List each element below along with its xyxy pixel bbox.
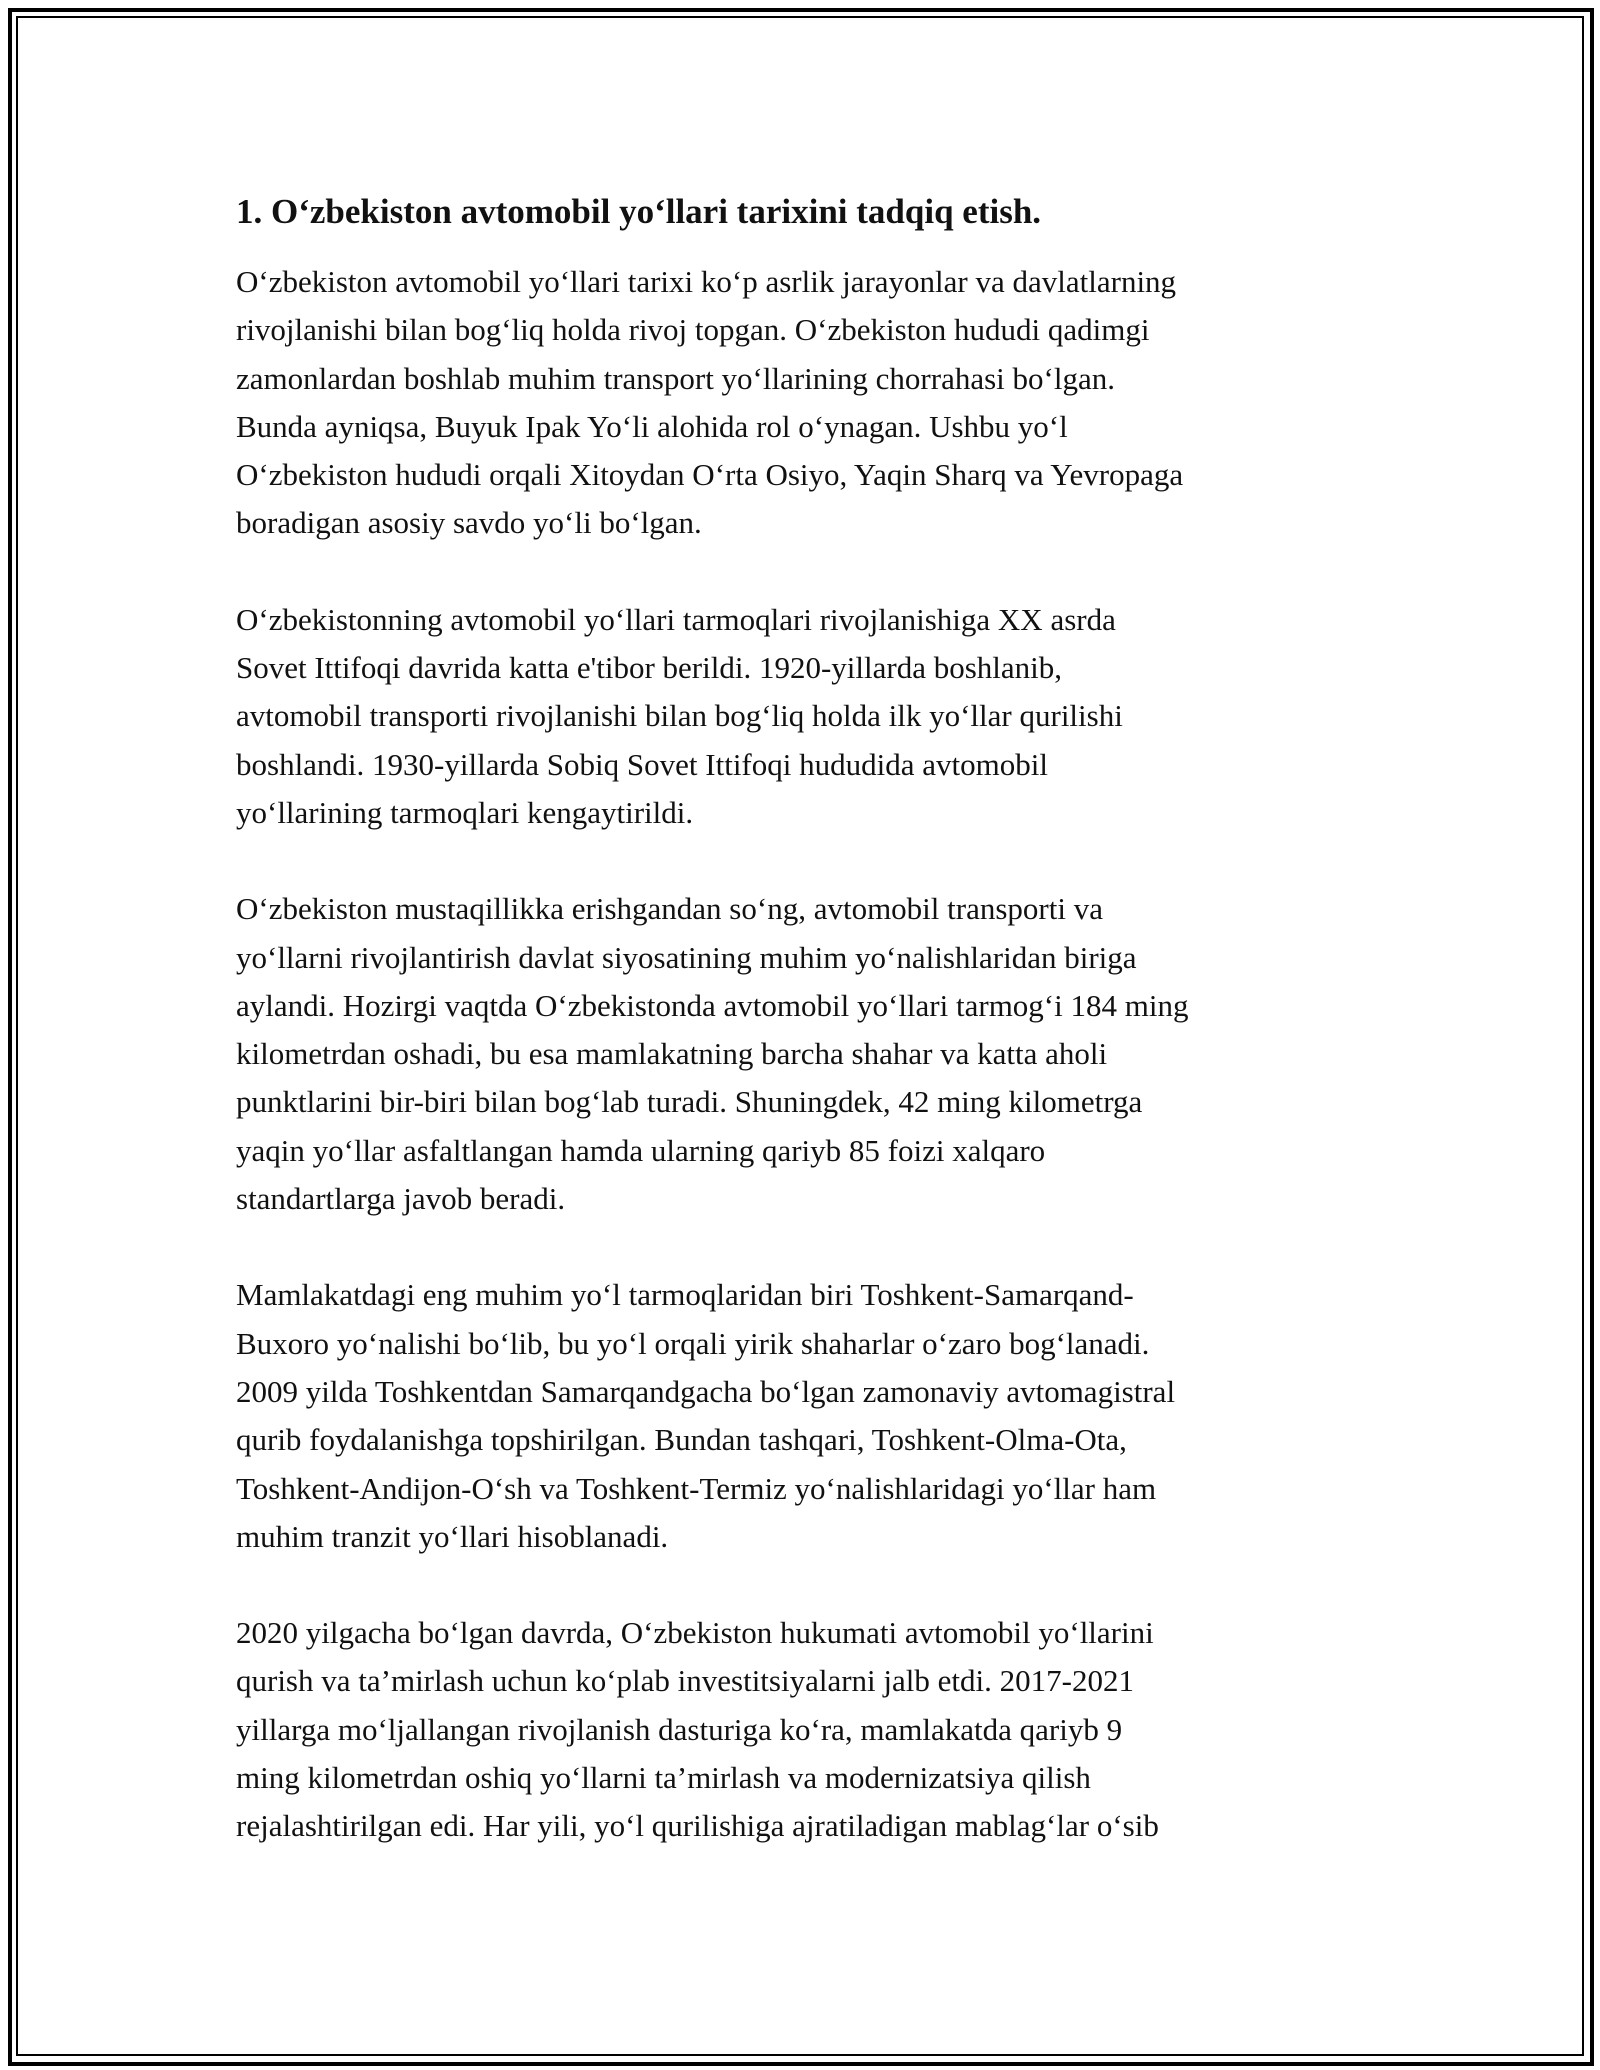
paragraph-line: Toshkent-Andijon-O‘sh va Toshkent-Termiz yo‘nalishlaridagi yo‘llar ham	[236, 1470, 1157, 1506]
paragraph-4	[236, 1271, 1386, 1561]
paragraph-line: yaqin yo‘llar asfaltlangan hamda ularning qariyb 85 foizi xalqaro	[236, 1132, 1046, 1168]
paragraph-line: Buxoro yo‘nalishi bo‘lib, bu yo‘l orqali yirik shaharlar o‘zaro bog‘lanadi.	[236, 1325, 1150, 1361]
document-body	[236, 188, 1386, 1899]
paragraph-line: O‘zbekistonning avtomobil yo‘llari tarmoqlari rivojlanishiga XX asrda	[236, 601, 1116, 637]
paragraph-line: rejalashtirilgan edi. Har yili, yo‘l qurilishiga ajratiladigan mablag‘lar o‘sib	[236, 1808, 1159, 1844]
paragraph-2	[236, 596, 1386, 837]
paragraph-line: rivojlanishi bilan bog‘liq holda rivoj topgan. O‘zbekiston hududi qadimgi	[236, 312, 1150, 348]
paragraph-line: ming kilometrdan oshiq yo‘llarni ta’mirlash va modernizatsiya qilish	[236, 1760, 1091, 1796]
paragraph-line: muhim tranzit yo‘llari hisoblanadi.	[236, 1518, 669, 1554]
paragraph-line: Bunda ayniqsa, Buyuk Ipak Yo‘li alohida rol o‘ynagan. Ushbu yo‘l	[236, 408, 1068, 444]
paragraph-line: yo‘llarni rivojlantirish davlat siyosatining muhim yo‘nalishlaridan biriga	[236, 939, 1137, 975]
paragraph-line: standartlarga javob beradi.	[236, 1181, 566, 1217]
paragraph-line: O‘zbekiston avtomobil yo‘llari tarixi ko‘p asrlik jarayonlar va davlatlarning	[236, 264, 1177, 299]
paragraph-line: Sovet Ittifoqi davrida katta e'tibor berildi. 1920-yillarda boshlanib,	[236, 650, 1063, 686]
section-heading: 1. O‘zbekiston avtomobil yo‘llari tarixini tadqiq etish.	[236, 192, 1042, 231]
paragraph-line: Mamlakatdagi eng muhim yo‘l tarmoqlaridan biri Toshkent-Samarqand-	[236, 1277, 1134, 1313]
paragraph-line: kilometrdan oshadi, bu esa mamlakatning barcha shahar va katta aholi	[236, 1036, 1108, 1072]
paragraph-line: avtomobil transporti rivojlanishi bilan bog‘liq holda ilk yo‘llar qurilishi	[236, 698, 1123, 734]
paragraph-1	[236, 258, 1386, 548]
paragraph-line: boradigan asosiy savdo yo‘li bo‘lgan.	[236, 505, 702, 541]
paragraph-3	[236, 885, 1386, 1223]
paragraph-line: qurish va ta’mirlash uchun ko‘plab investitsiyalarni jalb etdi. 2017-2021	[236, 1663, 1134, 1699]
paragraph-line: O‘zbekiston hududi orqali Xitoydan O‘rta Osiyo, Yaqin Sharq va Yevropaga	[236, 457, 1184, 493]
paragraph-line: yillarga mo‘ljallangan rivojlanish dasturiga ko‘ra, mamlakatda qariyb 9	[236, 1711, 1123, 1747]
paragraph-line: 2009 yilda Toshkentdan Samarqandgacha bo‘lgan zamonaviy avtomagistral	[236, 1373, 1176, 1409]
paragraph-line: 2020 yilgacha bo‘lgan davrda, O‘zbekiston hukumati avtomobil yo‘llarini	[236, 1615, 1154, 1651]
paragraph-line: O‘zbekiston mustaqillikka erishgandan so‘ng, avtomobil transporti va	[236, 891, 1103, 927]
paragraph-line: zamonlardan boshlab muhim transport yo‘llarining chorrahasi bo‘lgan.	[236, 360, 1115, 396]
paragraph-line: yo‘llarining tarmoqlari kengaytirildi.	[236, 794, 694, 830]
paragraph-line: punktlarini bir-biri bilan bog‘lab turadi. Shuningdek, 42 ming kilometrga	[236, 1084, 1143, 1120]
paragraph-line: aylandi. Hozirgi vaqtda O‘zbekistonda avtomobil yo‘llari tarmog‘i 184 ming	[236, 987, 1189, 1023]
paragraph-line: boshlandi. 1930-yillarda Sobiq Sovet Ittifoqi hududida avtomobil	[236, 746, 1048, 782]
paragraph-5	[236, 1609, 1386, 1850]
paragraph-line: qurib foydalanishga topshirilgan. Bundan tashqari, Toshkent-Olma-Ota,	[236, 1422, 1127, 1458]
